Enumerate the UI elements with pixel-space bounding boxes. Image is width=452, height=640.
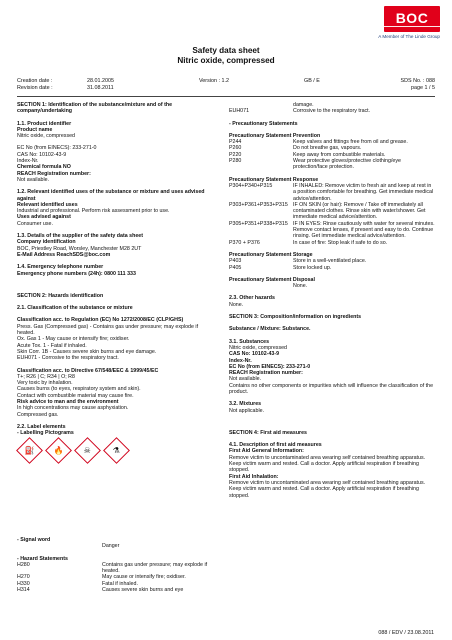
hazard-statements-label: - Hazard Statements — [17, 555, 68, 562]
body-text: Press. Gas (Compressed gas) - Contains gas under pressure; may explode if heated. — [17, 323, 199, 337]
statement-code: P304+P340+P315 — [229, 182, 273, 189]
label-statements — [17, 537, 217, 593]
section-heading: SECTION 1: Identification of the substance/mixture and of the company/undertaking — [17, 102, 173, 115]
signal-word-label: - Signal word — [17, 537, 51, 543]
hazard-row — [17, 587, 217, 593]
section-heading: Precautionary Statement Response — [229, 176, 319, 183]
flame-over-circle-icon — [45, 438, 72, 465]
body-text: Remove victim to uncontaminated area wearing self contained breathing apparatus. Keep victim warm and rested. Call a doctor. Apply artificial respiration if breathing stopped. — [229, 479, 426, 499]
body-text: Remove victim to uncontaminated area wearing self contained breathing apparatus. Keep victim warm and rested. Call a doctor. Apply artificial respiration if breathing stopped. — [229, 454, 426, 474]
statement-row — [229, 158, 435, 171]
body-text: In high concentrations may cause asphyxiation. — [17, 405, 129, 412]
statement-row — [229, 265, 435, 271]
section-heading: 2.2. Label elements — [17, 423, 66, 430]
statement-row — [229, 108, 435, 114]
body-text: Industrial and professional. Perform risk assessment prior to use. — [17, 208, 170, 215]
right-column — [229, 102, 435, 499]
statement-code: P280 — [229, 158, 242, 165]
hazard-code: H314 — [17, 587, 30, 594]
hazard-text: Contains gas under pressure; may explode if heated. — [102, 561, 208, 575]
hazard-code: H270 — [17, 574, 30, 581]
footer-code: 088 / EDV / 23.08.2011 — [378, 629, 434, 636]
statement-row — [229, 221, 435, 240]
section-heading: Relevant identified uses — [17, 201, 78, 208]
body-text: Consumer use. — [17, 220, 53, 227]
section-heading: 4.1. Description of first aid measures — [229, 442, 322, 449]
body-text: T+; R26 | C; R34 | O; R8 — [17, 373, 75, 380]
statement-text: Store locked up. — [293, 264, 332, 271]
statement-text: In case of fire: Stop leak if safe to do so. — [293, 239, 388, 246]
spacer — [229, 414, 435, 424]
body-text: Skin Corr. 1B - Causes severe skin burns and eye damage. — [17, 348, 157, 355]
creation-label: Creation date : — [17, 78, 53, 84]
header-divider — [17, 96, 435, 97]
body-text: Contains no other components or impurities which will influence the classification of the product. — [229, 382, 434, 395]
logo-brand: BOC — [395, 10, 429, 26]
body-text: Acute Tox. 1 - Fatal if inhaled. — [17, 342, 87, 349]
statement-text: IF ON SKIN (or hair): Remove / Take off immediately all contaminated clothes. Rinse skin with water/shower. Get immediate medical advice/attention. — [293, 201, 426, 221]
body-text: Compressed gas. — [17, 411, 59, 418]
hazard-row — [17, 562, 217, 575]
section-heading: 2.1. Classification of the substance or mixture — [17, 305, 133, 312]
statement-code: P405 — [229, 264, 242, 271]
section-heading: First Aid General Information: — [229, 448, 304, 455]
statement-text: IF INHALED: Remove victim to fresh air and keep at rest in a position comfortable for breathing. Get immediate medical advice/attention. — [293, 182, 434, 202]
statement-text: None. — [293, 283, 308, 290]
statement-code: P370 + P376 — [229, 239, 260, 246]
statement-code — [229, 283, 293, 289]
section-heading: EC No (from EINECS): 233-271-0 — [229, 363, 311, 370]
section-heading: Risk advice to man and the environment — [17, 398, 119, 405]
statement-text: Do not breathe gas, vapours. — [293, 145, 362, 152]
body-text: Nitric oxide, compressed — [229, 344, 287, 351]
hazard-code: H280 — [17, 561, 30, 568]
section-heading: Classification acc. to Regulation (EC) No 1272/2008/EC (CLP/GHS) — [17, 317, 184, 324]
boc-logo-mark — [384, 6, 440, 32]
hazard-text: Causes severe skin burns and eye — [102, 587, 184, 594]
body-text: EC No (from EINECS): 233-271-0 — [17, 145, 97, 152]
section-heading: - Precautionary Statements — [229, 120, 298, 127]
section-heading: Index-Nr. — [229, 357, 252, 364]
section-heading: SECTION 3: Composition/information on ingredients — [229, 314, 362, 321]
revision-label: Revision date : — [17, 85, 53, 91]
statement-code: P305+P351+P338+P315 — [229, 220, 288, 227]
document-title — [0, 46, 452, 66]
body-text: Ox. Gas 1 - May cause or intensify fire; oxidiser. — [17, 336, 130, 343]
statement-row — [229, 240, 435, 246]
hazard-code: H330 — [17, 580, 30, 587]
body-text: Not available. — [17, 176, 50, 183]
body-text: BOC, Priestley Road, Worsley, Manchester M28 2UT — [17, 245, 142, 252]
boc-logo — [348, 6, 440, 40]
section-heading: Substance / Mixture: Substance. — [229, 326, 311, 333]
statement-text: Store in a well-ventilated place. — [293, 258, 367, 265]
statement-text: IF IN EYES: Rinse cautiously with water for several minutes. Remove contact lenses, if present and easy to do. Continue rinsing. Get immediate medical advice/attention. — [293, 220, 435, 240]
sds-number: SDS No. : 088 — [400, 78, 435, 84]
creation-date: 28.01.2005 — [87, 78, 114, 84]
hazard-text: Fatal if inhaled. — [102, 580, 138, 587]
statement-code: P220 — [229, 151, 242, 158]
section-heading: - Labelling Pictograms — [17, 430, 74, 437]
body-text: CAS No: 10102-43-9 — [17, 151, 67, 158]
section-heading: E-Mail Address ReachSDS@boc.com — [17, 251, 111, 258]
body-text: Nitric oxide, compressed — [17, 133, 75, 140]
pictogram-glyph: 🔥 — [53, 445, 64, 455]
pictogram-row — [17, 438, 217, 463]
body-text: EUH071 - Corrosive to the respiratory tract. — [17, 355, 119, 362]
body-text: Very toxic by inhalation. — [17, 380, 73, 387]
section-heading: Chemical formula NO — [17, 164, 71, 171]
statement-row — [229, 283, 435, 289]
statement-text: damage. — [293, 102, 314, 108]
gas-cylinder-icon — [16, 438, 43, 465]
statement-text: Keep away from combustible materials. — [293, 151, 386, 158]
statement-code: EUH071 — [229, 108, 250, 115]
pictogram-glyph: ⚗ — [112, 445, 121, 455]
section-heading: REACH Registration number: — [17, 170, 91, 177]
corrosion-icon — [103, 438, 130, 465]
title-line2: Nitric oxide, compressed — [177, 56, 275, 65]
section-heading: SECTION 2: Hazards identification — [17, 292, 104, 299]
spacer — [17, 277, 217, 287]
pictogram-glyph: ☠ — [83, 445, 92, 455]
body-text: Not available. — [229, 376, 262, 383]
section-heading: 3.1. Substances — [229, 338, 270, 345]
section-heading: 1.2. Relevant identified uses of the substance or mixture and uses advised against — [17, 189, 205, 202]
skull-icon — [74, 438, 101, 465]
document-meta — [17, 78, 435, 92]
section-heading: First Aid Inhalation: — [229, 473, 279, 480]
section-heading: Product name — [17, 126, 53, 133]
section-heading: Uses advised against — [17, 214, 71, 221]
language-code: GB / E — [304, 78, 320, 84]
section-heading: CAS No: 10102-43-9 — [229, 351, 280, 358]
body-text: None. — [229, 301, 244, 308]
page-number: page 1 / 5 — [411, 85, 435, 91]
section-heading: 1.4. Emergency telephone number — [17, 264, 104, 271]
body-text: Contact with combustible material may cause fire. — [17, 392, 134, 399]
statement-row — [229, 183, 435, 202]
statement-code: P260 — [229, 145, 242, 152]
left-column — [17, 102, 217, 463]
section-heading: Precautionary Statement Disposal — [229, 276, 315, 283]
statement-code: P403 — [229, 258, 242, 265]
pictogram-glyph: ⛽ — [24, 445, 35, 455]
section-heading: Company identification — [17, 239, 76, 246]
statement-code: P244 — [229, 139, 242, 146]
section-heading: Classification acc. to Directive 67/548/EEC & 1999/45/EC — [17, 367, 159, 374]
section-heading: SECTION 4: First aid measures — [229, 429, 308, 436]
section-heading: 1.1. Product identifier — [17, 120, 72, 127]
logo-tagline: A Member of The Linde Group — [378, 34, 440, 39]
section-heading: 2.3. Other hazards — [229, 295, 275, 302]
body-text: Not applicable. — [229, 407, 265, 414]
section-heading: REACH Registration number: — [229, 370, 303, 377]
statement-text: Wear protective gloves/protective clothing/eye protection/face protection. — [293, 158, 401, 171]
section-heading: 1.3. Details of the supplier of the safety data sheet — [17, 233, 143, 240]
section-heading: Precautionary Statement Prevention — [229, 132, 321, 139]
statement-text: Corrosive to the respiratory tract. — [293, 108, 371, 115]
revision-date: 31.08.2011 — [87, 85, 114, 91]
body-text: Causes burns (to eyes, respiratory system and skin). — [17, 386, 141, 393]
hazard-text: May cause or intensify fire; oxidiser. — [102, 574, 186, 581]
title-line1: Safety data sheet — [192, 46, 260, 55]
section-heading: Emergency phone numbers (24h): 0800 111 333 — [17, 270, 136, 277]
statement-code: P303+P361+P353+P315 — [229, 201, 288, 208]
section-heading: 3.2. Mixtures — [229, 401, 262, 408]
statement-text: Keep valves and fittings free from oil and grease. — [293, 139, 408, 146]
version: Version : 1.2 — [199, 78, 229, 84]
section-heading: Precautionary Statement Storage — [229, 251, 313, 258]
signal-word-value: Danger — [102, 543, 120, 550]
statement-row — [229, 202, 435, 221]
body-text: Index-Nr. — [17, 158, 39, 165]
